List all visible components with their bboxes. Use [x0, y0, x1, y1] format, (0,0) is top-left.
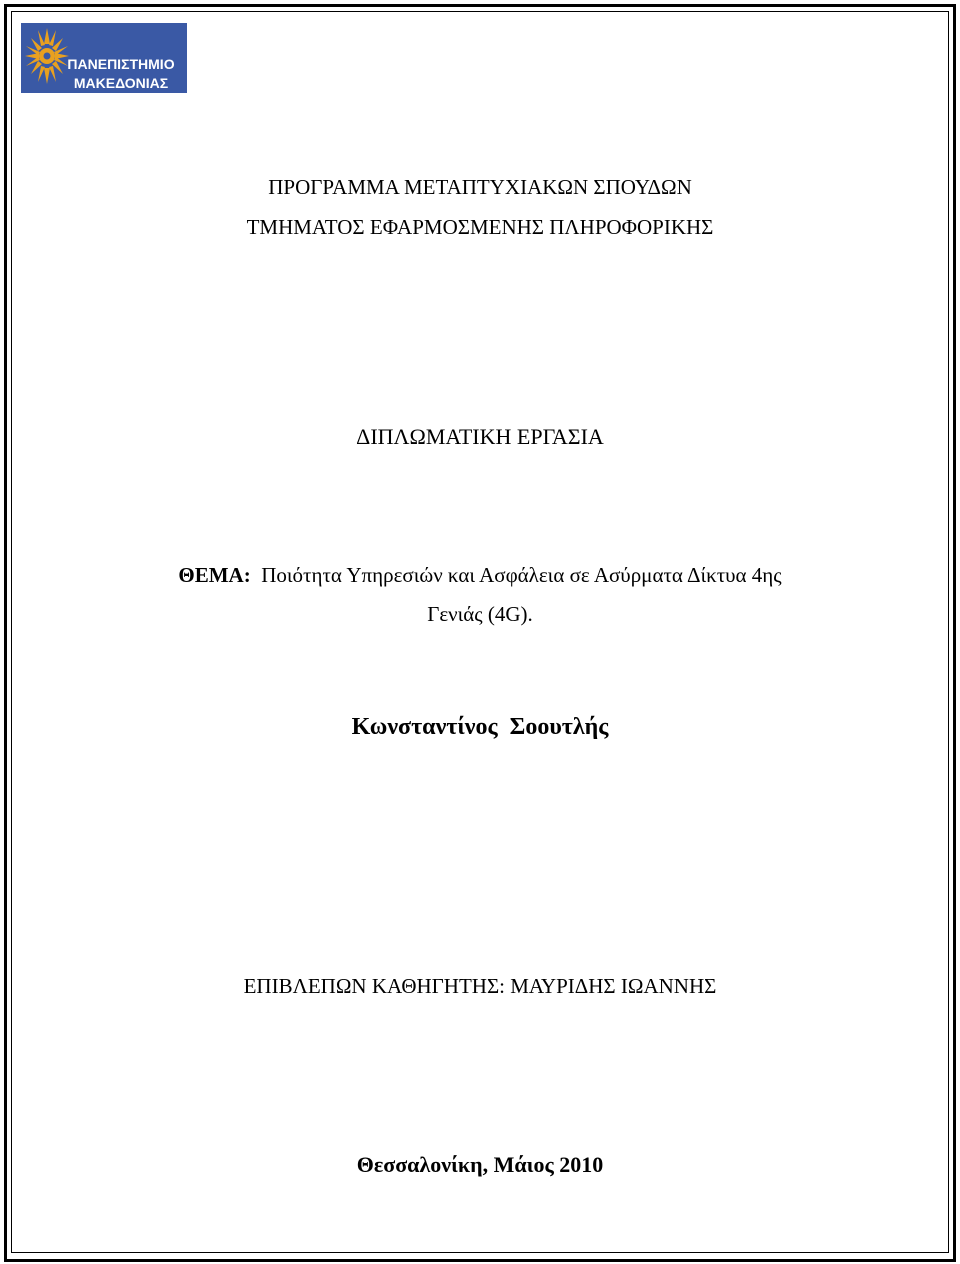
logo-text-line1: ΠΑΝΕΠΙΣΤΗΜΙΟ	[67, 56, 175, 72]
subject-text-line1: Ποιότητα Υπηρεσιών και Ασφάλεια σε Ασύρματα Δίκτυα 4ης	[261, 563, 782, 587]
subject-text-line2: Γενιάς (4G).	[427, 602, 533, 626]
program-title-line1: ΠΡΟΓΡΑΜΜΑ ΜΕΤΑΠΤΥΧΙΑΚΩΝ ΣΠΟΥΔΩΝ	[268, 175, 692, 199]
subject-line1	[0, 563, 960, 588]
supervisor: ΕΠΙΒΛΕΠΩΝ ΚΑΘΗΓΗΤΗΣ: ΜΑΥΡΙΔΗΣ ΙΩΑΝΝΗΣ	[243, 974, 717, 998]
program-title-line2: ΤΜΗΜΑΤΟΣ ΕΦΑΡΜΟΣΜΕΝΗΣ ΠΛΗΡΟΦΟΡΙΚΗΣ	[246, 215, 714, 239]
subject-label: ΘΕΜΑ:	[178, 563, 251, 587]
author-name: Κωνσταντίνος Σοουτλής	[351, 714, 609, 740]
university-logo	[21, 23, 187, 93]
document-type: ΔΙΠΛΩΜΑΤΙΚΗ ΕΡΓΑΣΙΑ	[356, 424, 604, 449]
place-date: Θεσσαλονίκη, Μάιος 2010	[356, 1152, 604, 1177]
logo-text-line2: ΜΑΚΕΔΟΝΙΑΣ	[73, 75, 169, 91]
